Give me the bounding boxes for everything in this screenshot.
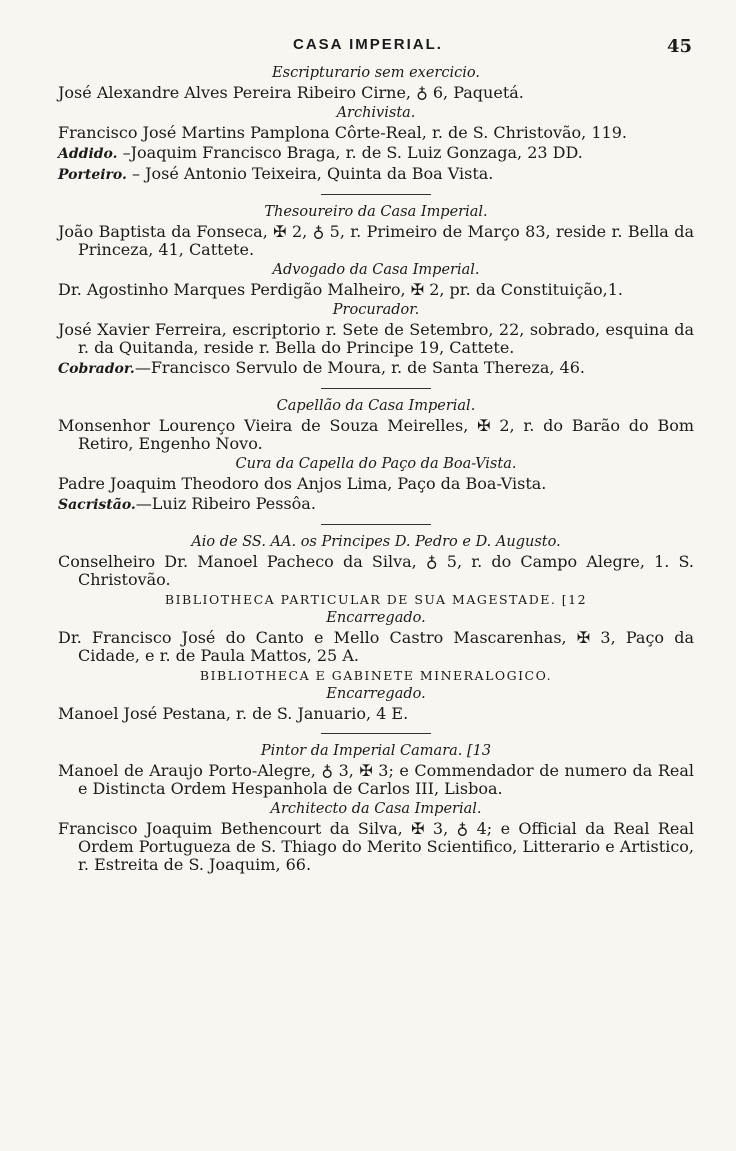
directory-entry [58,762,694,798]
directory-entry [58,475,694,493]
directory-entry [58,417,694,453]
entry-text: Padre Joaquim Theodoro dos Anjos Lima, Paço da Boa-Vista. [58,474,547,493]
role-label: Cobrador. [58,361,135,377]
entry-text: –Joaquim Francisco Braga, r. de S. Luiz Gonzaga, 23 DD. [117,143,583,162]
entry-text: Dr. Agostinho Marques Perdigão Malheiro, ✠ 2, pr. da Constituição,1. [58,280,623,299]
entry-text: Francisco Joaquim Bethencourt da Silva, ✠ 3, ♁ 4; e Official da Real Real Ordem Portugueza de S. Thiago do Merito Scientifico, Litterario e Artistico, r. Estreita de S. Joaquim, 66. [58,819,694,874]
directory-entry [58,165,694,184]
entry-text: Francisco José Martins Pamplona Côrte-Real, r. de S. Christovão, 119. [58,123,627,142]
role-label: Sacristão. [58,497,136,513]
directory-entry [58,820,694,874]
entry-text: Conselheiro Dr. Manoel Pacheco da Silva, ♁ 5, r. do Campo Alegre, 1. S. Christovão. [58,552,694,589]
page-content [58,64,694,876]
caps-heading: BIBLIOTHECA E GABINETE MINERALOGICO. [199,668,553,683]
directory-entry [58,124,694,142]
entry-text: José Xavier Ferreira, escriptorio r. Sete de Setembro, 22, sobrado, esquina da r. da Quitanda, reside r. Bella do Principe 19, Cattete. [58,320,694,357]
entry-text: Dr. Francisco José do Canto e Mello Castro Mascarenhas, ✠ 3, Paço da Cidade, e r. de Paula Mattos, 25 A. [58,628,694,665]
section-heading: Advogado da Casa Imperial. [272,262,480,278]
section-divider [321,388,431,389]
entry-text: João Baptista da Fonseca, ✠ 2, ♁ 5, r. Primeiro de Março 83, reside r. Bella da Princeza, 41, Cattete. [58,222,694,259]
section-divider [321,194,431,195]
page-header [0,36,736,60]
caps-heading: BIBLIOTHECA PARTICULAR DE SUA MAGESTADE. [12 [164,592,588,607]
directory-entry [58,321,694,357]
directory-entry [58,495,694,514]
directory-entry [58,84,694,102]
role-label: Porteiro. [58,167,127,183]
entry-text: Manoel de Araujo Porto-Alegre, ♁ 3, ✠ 3; e Commendador de numero da Real e Distincta Ordem Hespanhola de Carlos III, Lisboa. [58,761,694,798]
section-heading: Thesoureiro da Casa Imperial. [264,204,488,220]
directory-entry [58,553,694,589]
directory-entry [58,705,694,723]
section-heading: Encarregado. [326,686,426,702]
directory-entry [58,144,694,163]
section-heading: Encarregado. [326,610,426,626]
section-divider [321,524,431,525]
section-heading: Escripturario sem exercicio. [272,65,480,81]
entry-text: —Luiz Ribeiro Pessôa. [135,494,316,513]
directory-entry [58,629,694,665]
directory-entry [58,281,694,299]
directory-entry [58,223,694,259]
role-label: Addido. [58,146,118,162]
section-heading: Architecto da Casa Imperial. [270,801,482,817]
entry-text: Monsenhor Lourenço Vieira de Souza Meirelles, ✠ 2, r. do Barão do Bom Retiro, Engenho Novo. [58,416,694,453]
section-heading: Pintor da Imperial Camara. [13 [260,743,492,759]
entry-text: —Francisco Servulo de Moura, r. de Santa Thereza, 46. [134,358,585,377]
entry-text: – José Antonio Teixeira, Quinta da Boa Vista. [126,164,494,183]
section-divider [321,733,431,734]
section-heading: Archivista. [336,105,416,121]
entry-text: José Alexandre Alves Pereira Ribeiro Cirne, ♁ 6, Paquetá. [58,83,524,102]
section-heading: Procurador. [332,302,420,318]
page-number: 45 [666,36,692,57]
directory-entry [58,359,694,378]
section-heading: Aio de SS. AA. os Principes D. Pedro e D. Augusto. [191,534,561,550]
page-title: CASA IMPERIAL. [293,36,443,53]
entry-text: Manoel José Pestana, r. de S. Januario, 4 E. [58,704,409,723]
section-heading: Capellão da Casa Imperial. [276,398,476,414]
section-heading: Cura da Capella do Paço da Boa-Vista. [235,456,517,472]
